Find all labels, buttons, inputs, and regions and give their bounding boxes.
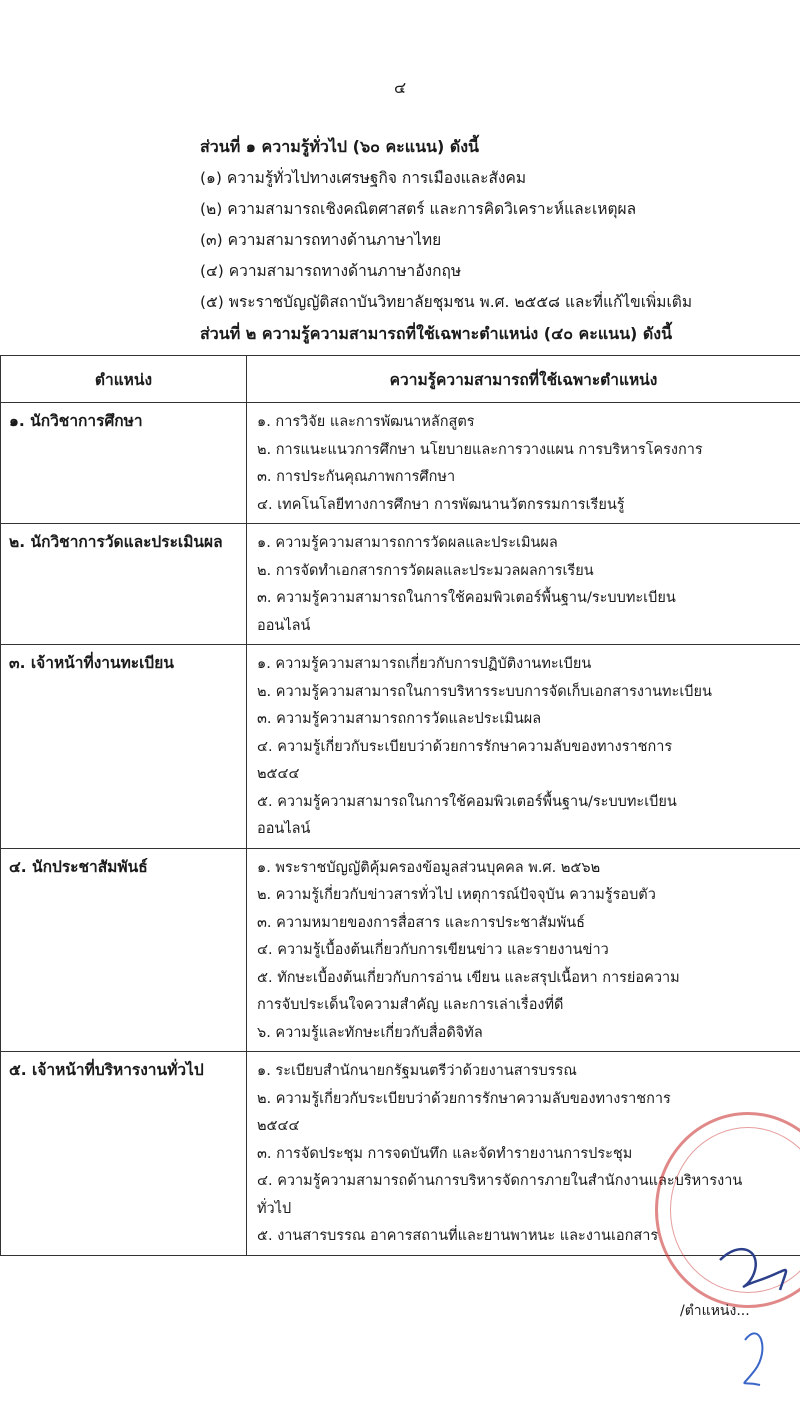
knowledge-line: ออนไลน์ bbox=[257, 617, 311, 634]
knowledge-line: ๓. การประกันคุณภาพการศึกษา bbox=[257, 469, 456, 485]
part1-item: (๔) ความสามารถทางด้านภาษาอังกฤษ bbox=[200, 262, 462, 280]
part1-section bbox=[200, 132, 790, 349]
table-row bbox=[1, 403, 800, 524]
knowledge-line: ๑. ความรู้ความสามารถเกี่ยวกับการปฏิบัติงานทะเบียน bbox=[257, 656, 592, 672]
position-cell: ๔. นักประชาสัมพันธ์ bbox=[1, 848, 247, 1052]
knowledge-line: การจับประเด็นใจความสำคัญ และการเล่าเรื่องที่ดี bbox=[257, 997, 564, 1013]
header-knowledge: ความรู้ความสามารถที่ใช้เฉพาะตำแหน่ง bbox=[247, 356, 800, 403]
knowledge-line: ๔. ความรู้เกี่ยวกับระเบียบว่าด้วยการรักษาความลับของทางราชการ bbox=[257, 738, 673, 755]
part1-item: (๑) ความรู้ทั่วไปทางเศรษฐกิจ การเมืองและสังคม bbox=[200, 169, 527, 187]
knowledge-line: ๒. ความรู้เกี่ยวกับข่าวสารทั่วไป เหตุการณ์ปัจจุบัน ความรู้รอบตัว bbox=[257, 887, 656, 903]
knowledge-line: ๕. งานสารบรรณ อาคารสถานที่และยานพาหนะ และงานเอกสาร bbox=[257, 1228, 659, 1244]
knowledge-line: ๓. ความหมายของการสื่อสาร และการประชาสัมพันธ์ bbox=[257, 914, 586, 931]
part1-item: (๒) ความสามารถเชิงคณิตศาสตร์ และการคิดวิเคราะห์และเหตุผล bbox=[200, 200, 637, 218]
knowledge-cell bbox=[247, 848, 800, 1052]
knowledge-line: ๖. ความรู้และทักษะเกี่ยวกับสื่อดิจิทัล bbox=[257, 1024, 483, 1041]
knowledge-line: ๑. ระเบียบสำนักนายกรัฐมนตรีว่าด้วยงานสารบรรณ bbox=[257, 1063, 577, 1079]
knowledge-line: ๒๕๔๔ bbox=[257, 766, 300, 782]
knowledge-line: ๑. ความรู้ความสามารถการวัดผลและประเมินผล bbox=[257, 535, 558, 551]
knowledge-line: ๓. ความรู้ความสามารถการวัดและประเมินผล bbox=[257, 711, 542, 727]
knowledge-line: ๒. ความรู้เกี่ยวกับระเบียบว่าด้วยการรักษาความลับของทางราชการ bbox=[257, 1090, 671, 1107]
page-number: ๔ bbox=[393, 78, 407, 97]
position-cell: ๒. นักวิชาการวัดและประเมินผล bbox=[1, 524, 247, 645]
position-criteria-table bbox=[0, 355, 800, 1256]
knowledge-line: ๑. พระราชบัญญัติคุ้มครองข้อมูลส่วนบุคคล พ.ศ. ๒๕๖๒ bbox=[257, 859, 601, 876]
continuation-note: /ตำแหน่ง... bbox=[680, 1303, 750, 1319]
table-row bbox=[1, 848, 800, 1052]
knowledge-line: ๒. การจัดทำเอกสารการวัดผลและประมวลผลการเรียน bbox=[257, 562, 594, 579]
knowledge-line: ๓. ความรู้ความสามารถในการใช้คอมพิวเตอร์พื้นฐาน/ระบบทะเบียน bbox=[257, 590, 676, 606]
knowledge-line: ๒. การแนะแนวการศึกษา นโยบายและการวางแผน การบริหารโครงการ bbox=[257, 441, 703, 458]
table-header-row bbox=[1, 356, 800, 403]
part1-item: (๕) พระราชบัญญัติสถาบันวิทยาลัยชุมชน พ.ศ. ๒๕๕๘ และที่แก้ไขเพิ่มเติม bbox=[200, 293, 693, 311]
knowledge-cell bbox=[247, 645, 800, 849]
part1-item: (๓) ความสามารถทางด้านภาษาไทย bbox=[200, 231, 442, 249]
knowledge-line: ๔. เทคโนโลยีทางการศึกษา การพัฒนานวัตกรรมการเรียนรู้ bbox=[257, 496, 625, 513]
knowledge-line: ๒๕๔๔ bbox=[257, 1118, 300, 1134]
knowledge-line: ๑. การวิจัย และการพัฒนาหลักสูตร bbox=[257, 414, 475, 430]
knowledge-line: ๕. ความรู้ความสามารถในการใช้คอมพิวเตอร์พื้นฐาน/ระบบทะเบียน bbox=[257, 793, 677, 810]
table-row bbox=[1, 524, 800, 645]
knowledge-line: ๕. ทักษะเบื้องต้นเกี่ยวกับการอ่าน เขียน และสรุปเนื้อหา การย่อความ bbox=[257, 969, 680, 986]
knowledge-line: ๔. ความรู้ความสามารถด้านการบริหารจัดการภายในสำนักงานและบริหารงาน bbox=[257, 1173, 743, 1189]
position-cell: ๓. เจ้าหน้าที่งานทะเบียน bbox=[1, 645, 247, 849]
header-position: ตำแหน่ง bbox=[1, 356, 247, 403]
knowledge-line: ๔. ความรู้เบื้องต้นเกี่ยวกับการเขียนข่าว และรายงานข่าว bbox=[257, 942, 609, 958]
knowledge-line: ทั่วไป bbox=[257, 1200, 292, 1217]
knowledge-line: ๓. การจัดประชุม การจดบันทึก และจัดทำรายงานการประชุม bbox=[257, 1145, 633, 1162]
position-cell: ๕. เจ้าหน้าที่บริหารงานทั่วไป bbox=[1, 1052, 247, 1256]
table-row bbox=[1, 645, 800, 849]
knowledge-cell bbox=[247, 403, 800, 524]
part2-heading: ส่วนที่ ๒ ความรู้ความสามารถที่ใช้เฉพาะตำแหน่ง (๔๐ คะแนน) ดังนี้ bbox=[200, 324, 673, 343]
knowledge-line: ออนไลน์ bbox=[257, 821, 311, 837]
part1-heading: ส่วนที่ ๑ ความรู้ทั่วไป (๖๐ คะแนน) ดังนี้ bbox=[200, 137, 479, 156]
knowledge-cell bbox=[247, 524, 800, 645]
position-cell: ๑. นักวิชาการศึกษา bbox=[1, 403, 247, 524]
table-row bbox=[1, 1052, 800, 1256]
knowledge-line: ๒. ความรู้ความสามารถในการบริหารระบบการจัดเก็บเอกสารงานทะเบียน bbox=[257, 683, 712, 700]
